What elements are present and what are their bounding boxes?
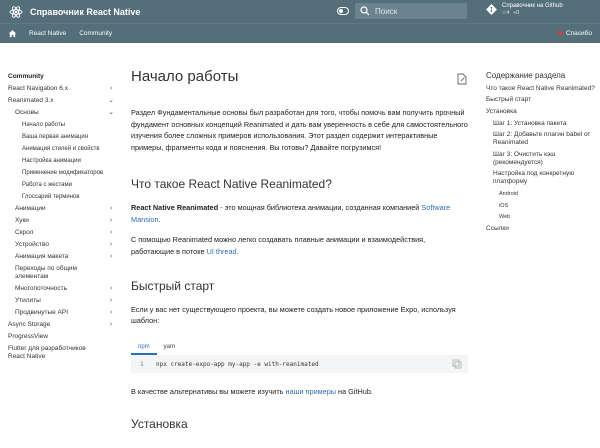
- page-title: Начало работы: [131, 68, 239, 85]
- toc-item[interactable]: Шаг 1: Установка пакета: [493, 119, 567, 127]
- toc-item[interactable]: Что такое React Native Reanimated?: [486, 84, 595, 92]
- intro-paragraph: Раздел Фундаментальные основы был разработан для того, чтобы помочь вам получить прочный фундамент основных концепций Reanimated и дать вам уверенность в себе для самостоятельного изучения более сложных примеров использования. Этот раздел содержит интерактивные примеры, фрагменты кода и пояснения. Вы готовы? Давайте погрузимся!: [131, 108, 468, 153]
- sidebar-item[interactable]: Основы ⌄: [15, 109, 114, 116]
- sidebar-item[interactable]: Настройка анимации: [22, 158, 81, 164]
- subnav-react-native[interactable]: React Native: [29, 30, 67, 37]
- chevron-right-icon: ›: [109, 217, 113, 224]
- sidebar-item[interactable]: Скрол ›: [8, 227, 115, 239]
- chevron-down-icon: ⌄: [108, 109, 114, 116]
- sidebar-item[interactable]: Глоссарий терминов: [22, 194, 80, 200]
- toc-item[interactable]: Установка: [486, 107, 517, 115]
- star-icon: ☆: [502, 10, 507, 16]
- copy-icon[interactable]: [452, 359, 462, 369]
- toc-item[interactable]: Ссылки: [486, 224, 509, 232]
- ui-thread-link[interactable]: UI thread: [206, 246, 237, 256]
- sidebar-item-active[interactable]: Начало работы: [22, 122, 65, 128]
- tab-yarn[interactable]: yarn: [163, 344, 176, 351]
- sidebar-heading[interactable]: Community: [8, 73, 44, 80]
- chevron-right-icon: ›: [109, 321, 113, 328]
- heading-what-is: Что такое React Native Reanimated?: [131, 176, 332, 191]
- chevron-right-icon: ›: [109, 297, 113, 304]
- heart-icon: ♥: [557, 28, 563, 38]
- site-title[interactable]: Справочник React Native: [30, 6, 141, 17]
- sidebar-item[interactable]: Работа с жестами: [22, 182, 72, 188]
- sidebar-item[interactable]: Переходы по общим элементам: [15, 265, 78, 280]
- examples-link[interactable]: наши примеры: [285, 387, 337, 397]
- sidebar-item[interactable]: Хуки ›: [8, 215, 115, 227]
- sidebar-item[interactable]: Анимации ›: [8, 203, 115, 215]
- forks-count: ⑂0: [513, 10, 520, 16]
- chevron-right-icon: ›: [109, 285, 113, 292]
- chevron-down-icon: ⌄: [108, 97, 114, 104]
- quick-paragraph: Если у вас нет существующего проекта, вы можете создать новое приложение Expo, используя шаблон:: [131, 304, 456, 326]
- alt-paragraph: В качестве альтернативы вы можете изучить наши примеры на GitHub.: [131, 387, 373, 397]
- chevron-right-icon: ›: [109, 241, 113, 248]
- sidebar-item[interactable]: ProgressView: [8, 333, 48, 340]
- toc-title: Содержание раздела: [486, 71, 566, 80]
- sidebar-item[interactable]: Устройство ›: [8, 239, 115, 251]
- theme-toggle-icon[interactable]: [337, 7, 349, 15]
- sidebar-item[interactable]: Многопоточность ›: [8, 283, 115, 295]
- heading-quick-start: Быстрый старт: [131, 278, 215, 293]
- sidebar-item[interactable]: Flutter для разработчиков React Native: [8, 345, 86, 360]
- chevron-right-icon: ›: [109, 253, 113, 260]
- chevron-right-icon: ›: [109, 85, 113, 92]
- main-content: [131, 63, 468, 431]
- sidebar-item[interactable]: React Navigation 6.x ›: [8, 83, 115, 95]
- sidebar-item[interactable]: Применение модификаторов: [22, 170, 104, 176]
- github-label: Справочник на Github: [502, 3, 563, 9]
- sidebar-item[interactable]: Анимация макета ›: [8, 251, 115, 263]
- search-input[interactable]: [375, 7, 465, 16]
- package-manager-tabs: [131, 341, 468, 355]
- code-text[interactable]: npx create-expo-app my-app -e with-reanimated: [156, 360, 319, 368]
- tab-npm[interactable]: npm: [131, 341, 157, 355]
- chevron-right-icon: ›: [109, 205, 113, 212]
- toc-item[interactable]: Android: [499, 190, 518, 197]
- sidebar-item[interactable]: Утилиты ›: [8, 295, 115, 307]
- what-paragraph: React Native Reanimated - это мощная библиотека анимации, созданная компанией Software Mansion.: [131, 202, 451, 224]
- toc-item[interactable]: iOS: [499, 202, 509, 209]
- toc-item[interactable]: Web: [499, 214, 511, 221]
- sidebar-item[interactable]: Async Storage ›: [8, 319, 115, 331]
- chevron-right-icon: ›: [109, 229, 113, 236]
- react-logo-icon[interactable]: [9, 5, 23, 19]
- stars-count: ☆4: [502, 10, 510, 16]
- sidebar: [8, 71, 115, 363]
- heading-install: Установка: [131, 416, 188, 431]
- table-of-contents: [486, 71, 596, 235]
- sidebar-item[interactable]: Reanimated 3.x ⌄: [8, 97, 114, 104]
- toc-item[interactable]: Быстрый старт: [486, 96, 532, 104]
- sidebar-item[interactable]: Анимация стилей и свойств: [22, 146, 100, 152]
- code-block: [131, 355, 468, 373]
- toc-item[interactable]: Настройка под конкретную платформу: [493, 170, 575, 186]
- subnav-community[interactable]: Community: [79, 30, 113, 37]
- toc-item[interactable]: Шаг 3: Очистить кэш (рекомендуется): [493, 150, 556, 166]
- what2-paragraph: С помощью Reanimated можно легко создавать плавные анимации и взаимодействия, работающие в потоке UI thread.: [131, 235, 426, 256]
- fork-icon: ⑂: [513, 10, 517, 16]
- code-line-number: 1: [140, 360, 144, 368]
- search-icon: [360, 6, 370, 16]
- git-icon: [486, 4, 497, 15]
- top-header: [0, 0, 600, 23]
- search-box[interactable]: [355, 3, 467, 19]
- chevron-right-icon: ›: [109, 309, 113, 316]
- subnav: [0, 23, 600, 43]
- sidebar-item[interactable]: Ваша первая анимация: [22, 134, 88, 140]
- github-link[interactable]: [486, 3, 563, 16]
- sidebar-item[interactable]: Продвинутые API ›: [8, 307, 115, 319]
- software-mansion-link[interactable]: Software Mansion: [131, 202, 451, 224]
- home-icon[interactable]: [8, 29, 17, 38]
- thanks-link[interactable]: ♥ Спасибо: [557, 28, 592, 38]
- toc-item[interactable]: Шаг 2: Добавьте плагин babel от Reanimated: [493, 131, 591, 147]
- edit-page-icon[interactable]: [457, 73, 467, 85]
